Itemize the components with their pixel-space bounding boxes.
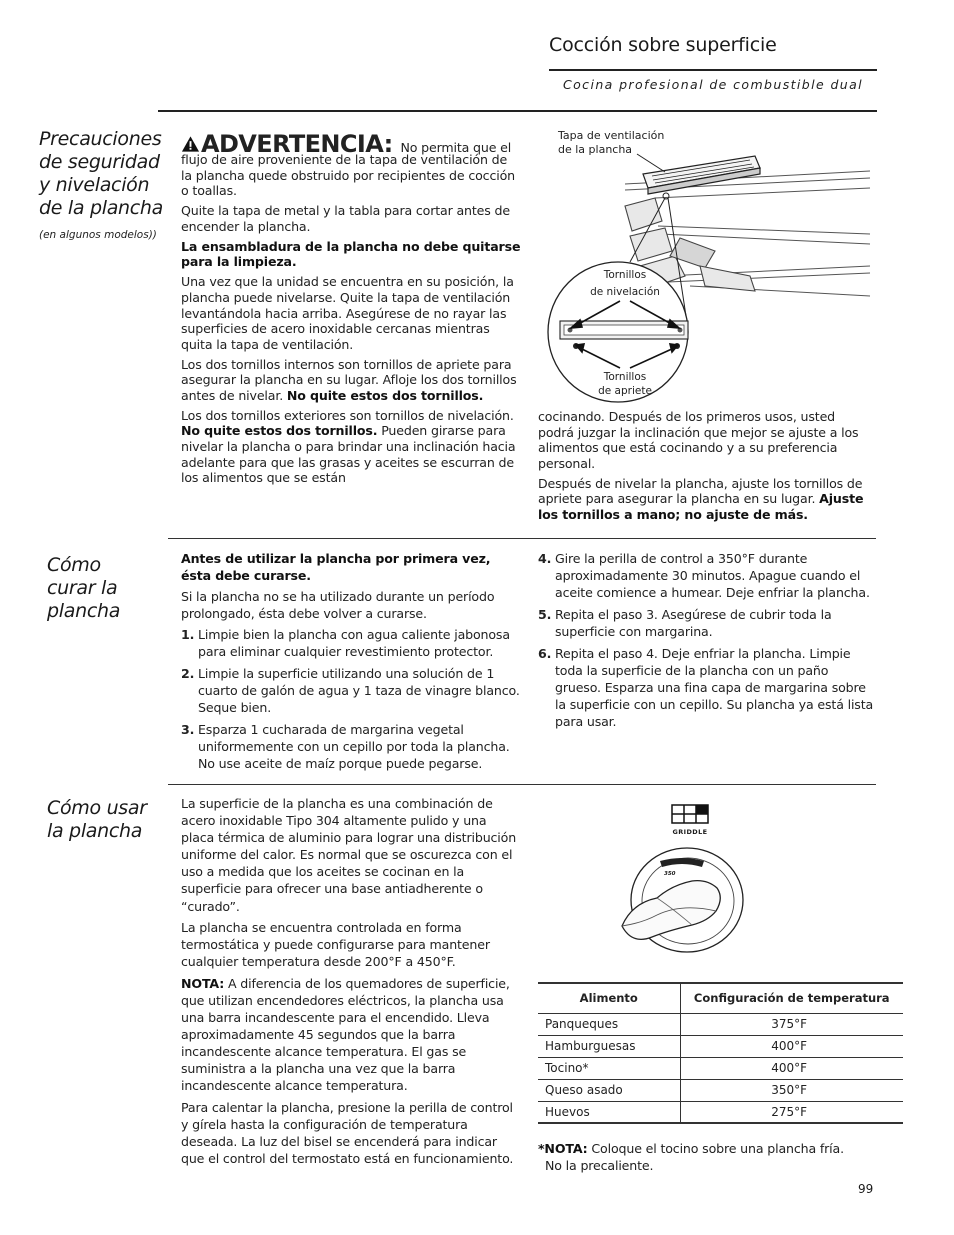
paragraph-bold: Antes de utilizar la plancha por primera vez, ésta debe curarse. bbox=[181, 551, 491, 583]
griddle-label: GRIDDLE bbox=[672, 828, 708, 836]
paragraph-bold: La ensambladura de la plancha no debe quitarse para la limpieza. bbox=[181, 238, 521, 270]
paragraph: Para calentar la plancha, presione la perilla de control y gírela hasta la configuración de temperatura deseada. La luz del bisel se encenderá para indicar que el control del termostato está en funcionamiento. bbox=[181, 1099, 514, 1167]
paragraph: Una vez que la unidad se encuentra en su posición, la plancha puede nivelarse. Quite la tapa de ventilación levantándola hacia arriba. Asegúrese de no rayar las superficies de acero inoxidable cercanas mientras quita la tapa de ventilación. bbox=[181, 274, 514, 352]
page-header-title: Cocción sobre superficie bbox=[549, 34, 777, 56]
section2-column2 bbox=[538, 550, 876, 735]
griddle-knob-icon bbox=[612, 803, 752, 953]
paragraph: Los dos tornillos internos son tornillos de apriete para asegurar la plancha en su lugar. Afloje los dos tornillos antes de nivelar. No quite estos dos tornillos. bbox=[181, 356, 517, 403]
section3-title: Cómo usar la plancha bbox=[47, 797, 147, 842]
table-row: Tocino* 400°F bbox=[538, 1057, 903, 1079]
griddle-leveling-diagram bbox=[540, 126, 880, 406]
list-item: 2. Limpie la superficie utilizando una solución de 1 cuarto de galón de agua y 1 taza de vinagre blanco. Seque bien. bbox=[181, 666, 520, 715]
warning-text: flujo de aire proveniente de la tapa de ventilación de la plancha quede obstruido por recipientes de cocción o toallas. bbox=[181, 152, 515, 199]
knob-temperature-mark: 350 bbox=[664, 871, 676, 877]
section-divider bbox=[168, 538, 876, 539]
table-row: Panqueques 375°F bbox=[538, 1013, 903, 1035]
bacon-note: *NOTA: Coloque el tocino sobre una plancha fría. No la precaliente. bbox=[538, 1141, 844, 1173]
section1-title: Precauciones de seguridad y nivelación de la plancha bbox=[39, 128, 164, 219]
tightening-screws-label: Tornillos de apriete bbox=[598, 371, 652, 397]
warning-heading: ADVERTENCIA: bbox=[181, 130, 400, 158]
table-row: Queso asado 350°F bbox=[538, 1079, 903, 1101]
table-row: Huevos 275°F bbox=[538, 1101, 903, 1123]
warning-icon bbox=[181, 135, 200, 153]
section3-column1 bbox=[181, 795, 521, 1172]
vent-cover-label: Tapa de ventilación de la plancha bbox=[558, 129, 665, 156]
section1-note: (en algunos modelos)) bbox=[39, 229, 157, 241]
paragraph: Quite la tapa de metal y la tabla para cortar antes de encender la plancha. bbox=[181, 203, 510, 234]
page-header-subtitle: Cocina profesional de combustible dual bbox=[563, 77, 864, 92]
section2-column1 bbox=[181, 550, 521, 777]
page-number: 99 bbox=[858, 1182, 874, 1196]
paragraph: Los dos tornillos exteriores son tornillos de nivelación. No quite estos dos tornillos. Pueden girarse para nivelar la plancha o para brindar una inclinación hacia adelante para que las grasas y aceites se escurran de los alimentos que se están bbox=[181, 407, 516, 486]
paragraph: Después de nivelar la plancha, ajuste los tornillos de apriete para asegurar la plancha en su lugar. Ajuste los tornillos a mano; no ajuste de más. bbox=[538, 475, 864, 522]
list-item: 4. Gire la perilla de control a 350°F durante aproximadamente 30 minutos. Apague cuando el aceite comience a humear. Deje enfriar la plancha. bbox=[538, 551, 870, 600]
paragraph: Si la plancha no se ha utilizado durante un período prolongado, ésta debe volver a curarse. bbox=[181, 589, 495, 621]
table-header-row bbox=[538, 983, 903, 1013]
list-item: 1. Limpie bien la plancha con agua caliente jabonosa para eliminar cualquier revestimiento protector. bbox=[181, 627, 510, 659]
paragraph: cocinando. Después de los primeros usos, usted podrá juzgar la inclinación que mejor se ajuste a los alimentos que está cocinando y a su preferencia personal. bbox=[538, 409, 859, 471]
section-divider bbox=[168, 784, 876, 785]
top-rule bbox=[158, 110, 877, 112]
griddle-knob-illustration bbox=[612, 803, 752, 953]
table-row: Hamburguesas 400°F bbox=[538, 1035, 903, 1057]
list-item: 3. Esparza 1 cucharada de margarina vegetal uniformemente con un cepillo por toda la plancha. No use aceite de maíz porque puede pegarse. bbox=[181, 722, 510, 771]
section1-column1: ADVERTENCIA: No permita que el flujo de aire proveniente de la tapa de ventilación de la plancha quede obstruido por recipientes de cocción o toallas. Quite la tapa de metal y la tabla para cortar antes de encender la plancha. La ensambladura de la plancha no debe quitarse para la limpieza. Una vez que la unidad se encuentra en su posición, la plancha puede nivelarse. Quite la tapa de ventilación levantándola hacia arriba. Asegúrese de no rayar las superficies de acero inoxidable cercanas mientras quita la tapa de ventilación. Los dos tornillos internos son tornillos de apriete para asegurar la plancha en su lugar. Afloje los dos tornillos antes de nivelar. No quite estos dos tornillos. Los dos tornillos exteriores son tornillos de nivelación. No quite estos dos tornillos. Pueden girarse para nivelar la plancha o para brindar una inclinación hacia adelante para que las grasas y aceites se escurran de los alimentos que se están bbox=[181, 130, 521, 486]
table-header-food: Alimento bbox=[538, 983, 680, 1013]
section1-column2 bbox=[538, 409, 870, 527]
table-header-temperature: Configuración de temperatura bbox=[680, 983, 903, 1013]
paragraph: La superficie de la plancha es una combinación de acero inoxidable Tipo 304 altamente pulido y una placa térmica de aluminio para lograr una distribución uniforme del calor. Es normal que se oscurezca con el uso a medida que los aceites se cocinan en la superficie para ofrecer una base antiadherente o “curado”. bbox=[181, 796, 517, 914]
list-item: 6. Repita el paso 4. Deje enfriar la plancha. Limpie toda la superficie de la plancha con un paño grueso. Esparza una fina capa de margarina sobre la superficie con un cepillo. Su plancha ya está lista para usar. bbox=[538, 646, 874, 729]
paragraph: La plancha se encuentra controlada en forma termostática y puede configurarse para mantener cualquier temperatura desde 200°F a 450°F. bbox=[181, 920, 490, 970]
paragraph: NOTA: A diferencia de los quemadores de superficie, que utilizan encendedores eléctricos, la plancha usa una barra incandescente para el encendido. Lleva aproximadamente 45 segundos que la barra incandescente alcance temperatura. El gas se suministra a la plancha una vez que la barra incandescente alcance temperatura. bbox=[181, 975, 510, 1094]
curing-steps-list-continued bbox=[538, 550, 876, 730]
header-rule bbox=[549, 69, 877, 71]
curing-steps-list bbox=[181, 626, 521, 772]
list-item: 5. Repita el paso 3. Asegúrese de cubrir toda la superficie con margarina. bbox=[538, 607, 832, 639]
leveling-screws-label: Tornillos de nivelación bbox=[590, 269, 660, 298]
section2-title: Cómo curar la plancha bbox=[47, 554, 121, 622]
temperature-settings-table bbox=[538, 982, 903, 1124]
griddle-illustration bbox=[540, 126, 880, 406]
